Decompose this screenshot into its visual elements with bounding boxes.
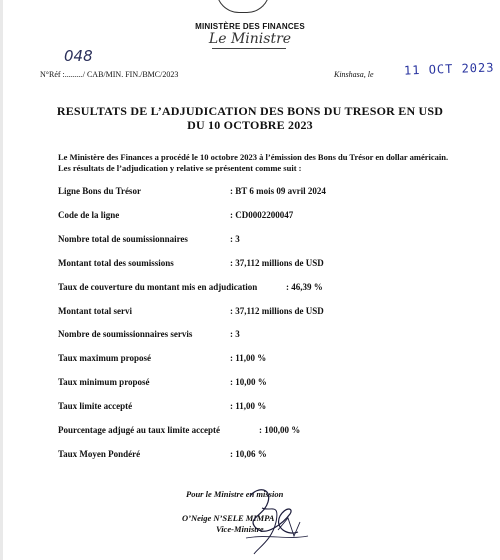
- result-value: : 3: [230, 234, 240, 244]
- document-title: [0, 104, 500, 132]
- result-label: Nombre de soumissionnaires servis: [58, 329, 193, 339]
- reference-line: N°Réf :........./ CAB/MIN. FIN./BMC/2023: [40, 70, 179, 79]
- title-line-2: DU 10 OCTOBRE 2023: [187, 118, 313, 132]
- result-label: Pourcentage adjugé au taux limite accepté: [58, 425, 221, 435]
- signatory-title: Vice-Ministre: [216, 524, 264, 534]
- result-label: Taux minimum proposé: [58, 377, 150, 387]
- page-edge: [0, 0, 3, 560]
- result-label: Taux limite accepté: [58, 401, 133, 411]
- handwritten-signature: [228, 478, 318, 558]
- signatory-name: O’Neige N’SELE MIMPA: [182, 513, 275, 523]
- result-value: : 10,06 %: [230, 449, 267, 459]
- heading-underline: [212, 48, 286, 49]
- result-value: : 37,112 millions de USD: [230, 258, 324, 268]
- result-value: : 11,00 %: [230, 353, 267, 363]
- government-seal: [216, 0, 270, 13]
- result-label: Taux maximum proposé: [58, 353, 152, 363]
- result-label: Code de la ligne: [58, 210, 120, 220]
- result-label: Taux de couverture du montant mis en adjudication: [58, 282, 258, 292]
- place-date-label: Kinshasa, le: [334, 70, 374, 79]
- result-value: : 3: [230, 329, 240, 339]
- result-value: : 10,00 %: [230, 377, 267, 387]
- result-value: : 37,112 millions de USD: [230, 306, 324, 316]
- le-ministre-heading: Le Ministre: [208, 31, 292, 47]
- result-value: : 46,39 %: [286, 282, 323, 292]
- intro-paragraph: Le Ministère des Finances a procédé le 10 octobre 2023 à l’émission des Bons du Trésor en dollar américain. Les résultats de l’adjudication y relative se présentent comme suit :: [58, 152, 449, 173]
- result-value: : 11,00 %: [230, 401, 267, 411]
- result-value: : 100,00 %: [259, 425, 301, 435]
- result-label: Ligne Bons du Trésor: [58, 186, 141, 196]
- ministry-name: MINISTÈRE DES FINANCES: [195, 22, 305, 31]
- result-value: : CD0002200047: [230, 210, 294, 220]
- result-label: Montant total des soumissions: [58, 258, 174, 268]
- result-label: Montant total servi: [58, 306, 132, 316]
- handwritten-ref-number: 048: [64, 47, 93, 65]
- date-stamp: 11 OCT 2023: [403, 60, 495, 78]
- result-label: Taux Moyen Pondéré: [58, 449, 141, 459]
- result-value: : BT 6 mois 09 avril 2024: [230, 186, 326, 196]
- title-line-1: RESULTATS DE L’ADJUDICATION DES BONS DU TRESOR EN USD: [56, 104, 444, 118]
- signature-mission-line: Pour le Ministre en mission: [186, 489, 284, 499]
- result-label: Nombre total de soumissionnaires: [58, 234, 188, 244]
